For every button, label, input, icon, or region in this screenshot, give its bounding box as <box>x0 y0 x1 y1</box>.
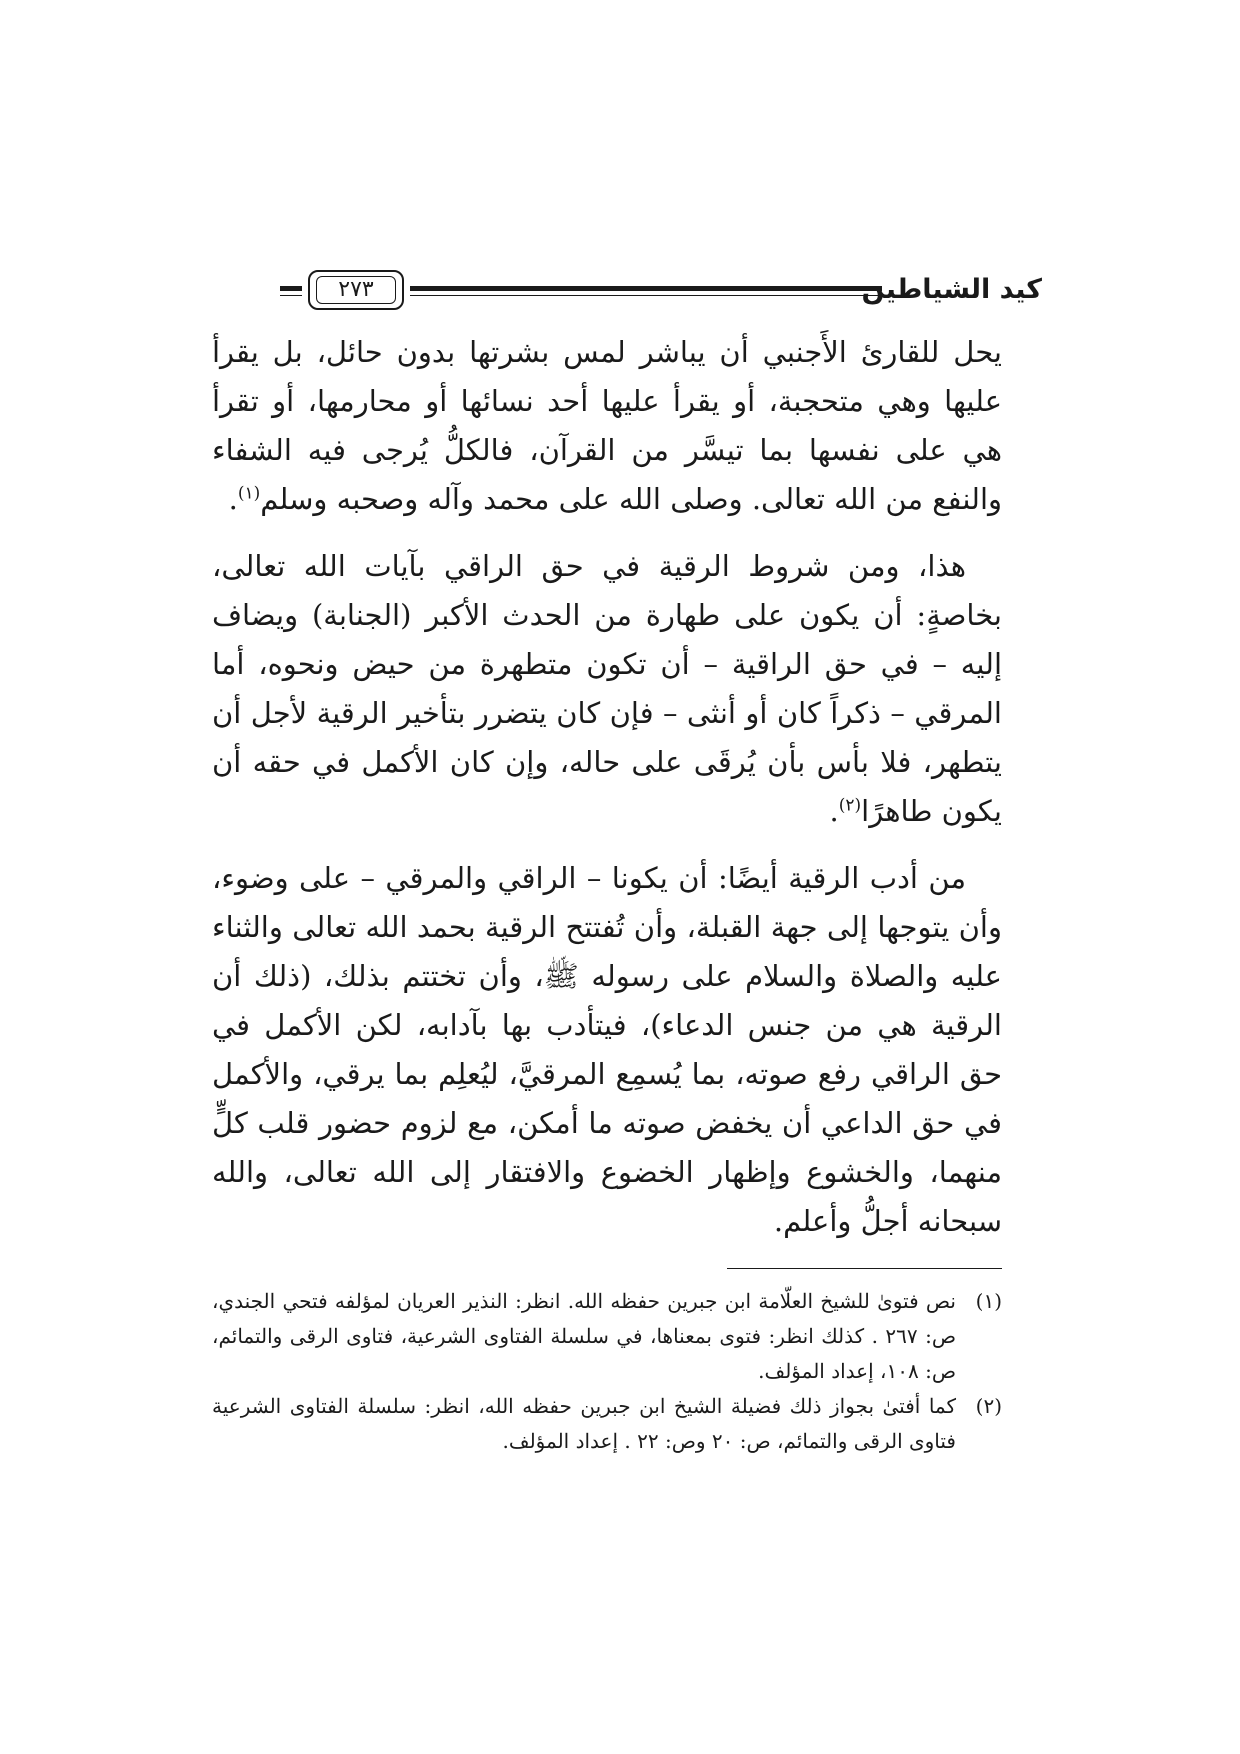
paragraph-1-tail: . <box>228 482 238 516</box>
paragraph-2-text: هذا، ومن شروط الرقية في حق الراقي بآيات الله تعالى، بخاصةٍ: أن يكون على طهارة من الحدث الأكبر (الجنابة) ويضاف إليه – في حق الراقية – أن تكون متطهرة من حيض ونحوه، أما المرقي – ذكراً كان أو أنثى – فإن كان يتضرر بتأخير الرقية لأجل أن يتطهر، فلا بأس بأن يُرقَى على حاله، وإن كان الأكمل في حقه أن يكون طاهرًا <box>212 549 1002 828</box>
paragraph-2 <box>212 542 1002 836</box>
footnote-1-text: نص فتوىٰ للشيخ العلّامة ابن جبرين حفظه الله. انظر: النذير العريان لمؤلفه فتحي الجندي، ص: ٢٦٧ . كذلك انظر: فتوى بمعناها، في سلسلة الفتاوى الشرعية، فتاوى الرقى والتمائم، ص: ١٠٨، إعداد المؤلف. <box>212 1289 956 1383</box>
header-rule-left <box>280 286 302 296</box>
footnote-2 <box>212 1389 1002 1459</box>
footnote-separator <box>727 1268 1002 1269</box>
footnote-ref-1: (١) <box>237 483 261 504</box>
footnotes <box>212 1284 1002 1459</box>
page-header <box>280 268 1042 316</box>
footnote-2-text: كما أفتىٰ بجواز ذلك فضيلة الشيخ ابن جبرين حفظه الله، انظر: سلسلة الفتاوى الشرعية فتاوى الرقى والتمائم، ص: ٢٠ وص: ٢٢ . إعداد المؤلف. <box>212 1394 956 1453</box>
paragraph-1 <box>212 328 1002 524</box>
running-title: كيد الشياطين <box>861 274 1042 305</box>
paragraph-1-text: يحل للقارئ الأَجنبي أن يباشر لمس بشرتها بدون حائل، بل يقرأ عليها وهي متحجبة، أو يقرأ عليها أحد نسائها أو محارمها، أو تقرأ هي على نفسها بما تيسَّر من القرآن، فالكلُّ يُرجى فيه الشفاء والنفع من الله تعالى. وصلى الله على محمد وآله وصحبه وسلم <box>212 335 1002 516</box>
main-text <box>212 328 1002 1264</box>
footnote-ref-2: (٢) <box>838 795 862 816</box>
paragraph-3-text: من أدب الرقية أيضًا: أن يكونا – الراقي والمرقي – على وضوء، وأن يتوجها إلى جهة القبلة، وأن تُفتتح الرقية بحمد الله تعالى والثناء عليه والصلاة والسلام على رسوله ﷺ، وأن تختتم بذلك، (ذلك أن الرقية هي من جنس الدعاء)، فيتأدب بها بآدابه، لكن الأكمل في حق الراقي رفع صوته، بما يُسمِع المرقيَّ، ليُعلِم بما يرقي، والأكمل في حق الداعي أن يخفض صوته ما أمكن، مع لزوم حضور قلب كلٍّ منهما، والخشوع وإظهار الخضوع والافتقار إلى الله تعالى، والله سبحانه أجلُّ وأعلم. <box>212 861 1002 1238</box>
footnote-1 <box>212 1284 1002 1389</box>
footnote-2-mark: (٢) <box>975 1394 1002 1418</box>
paragraph-3 <box>212 854 1002 1246</box>
page-number: ٢٧٣ <box>338 277 374 302</box>
paragraph-2-tail: . <box>829 794 839 828</box>
header-rule <box>410 286 882 296</box>
page-number-frame <box>308 270 404 310</box>
footnote-1-mark: (١) <box>975 1289 1002 1313</box>
